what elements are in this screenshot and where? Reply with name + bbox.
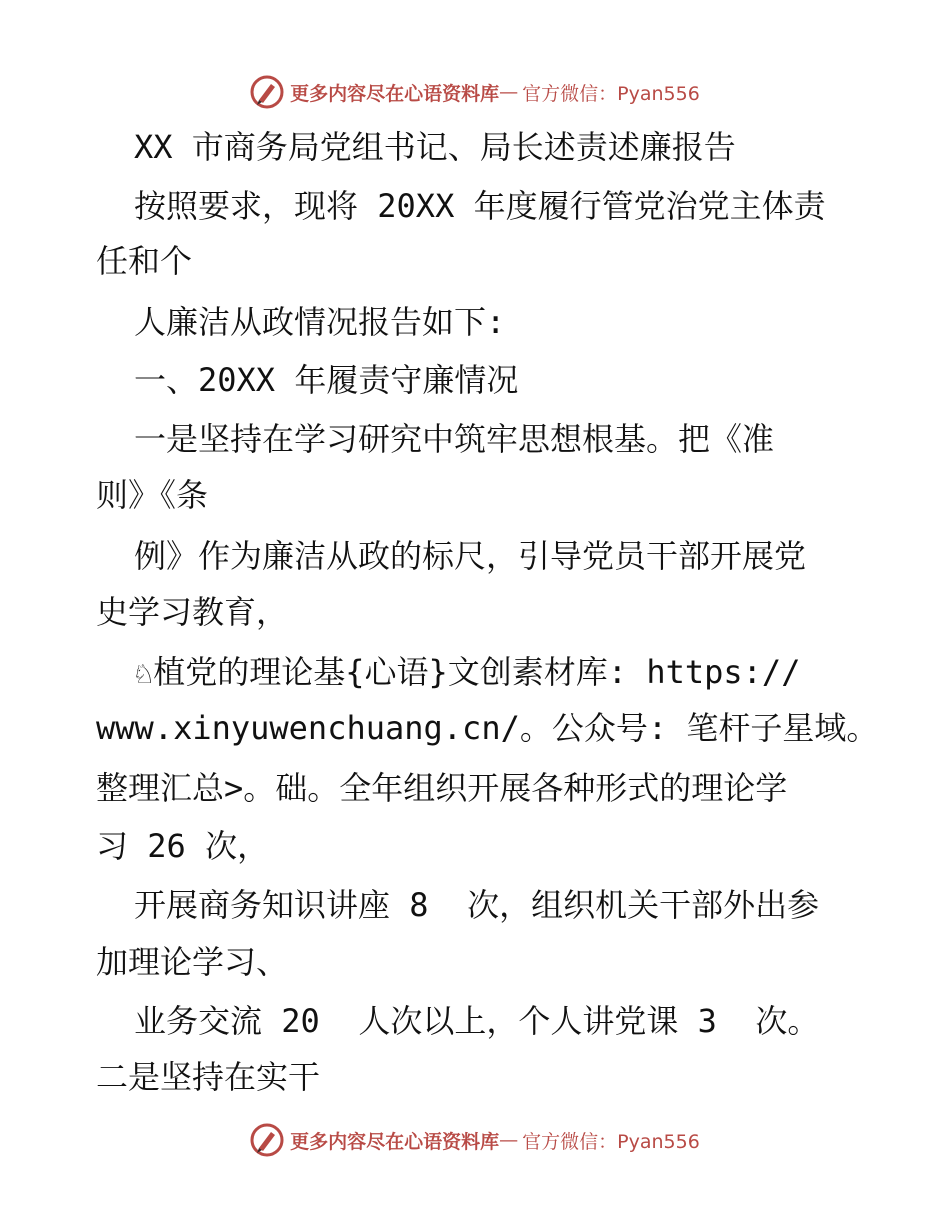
watermark-wechat: 官方微信：Pyan556: [522, 1130, 700, 1153]
watermark-brand: 更多内容尽在心语资料库: [290, 1130, 500, 1153]
paragraph-line: 按照要求，现将 20XX 年度履行管党治党主体责: [134, 187, 826, 225]
paragraph-line: 习 26 次，: [96, 827, 270, 865]
watermark-brand: 更多内容尽在心语资料库: [290, 82, 500, 105]
paragraph-line: 史学习教育，: [96, 593, 289, 631]
pen-circle-logo-icon: [250, 1123, 284, 1157]
paragraph-line: 二是坚持在实干: [96, 1058, 321, 1096]
watermark-banner-bottom: [0, 1120, 950, 1160]
paragraph-line: 一是坚持在学习研究中筑牢思想根基。把《准: [134, 420, 775, 458]
paragraph-line: 整理汇总>。础。全年组织开展各种形式的理论学: [96, 769, 788, 807]
document-title: XX 市商务局党组书记、局长述责述廉报告: [134, 128, 736, 166]
watermark-separator: —: [499, 1129, 519, 1151]
watermark-separator: —: [499, 81, 519, 103]
paragraph-line: 例》作为廉洁从政的标尺，引导党员干部开展党: [134, 537, 807, 575]
watermark-wechat: 官方微信：Pyan556: [522, 82, 700, 105]
paragraph-line: 加理论学习、: [96, 943, 289, 981]
paragraph-line: www.xinyuwenchuang.cn/。公众号: 笔杆子星域。: [96, 709, 879, 747]
paragraph-line: 则》《条: [96, 476, 209, 514]
paragraph-line: 业务交流 20 人次以上，个人讲党课 3 次。: [134, 1002, 820, 1040]
paragraph-line: 开展商务知识讲座 8 次，组织机关干部外出参: [134, 886, 820, 924]
paragraph-line: 人廉洁从政情况报告如下:: [134, 303, 506, 341]
section-heading: 一、20XX 年履责守廉情况: [134, 361, 519, 399]
paragraph-line: 任和个: [96, 242, 193, 280]
paragraph-line: ♘植党的理论基{心语}文创素材库: https://: [134, 653, 801, 691]
